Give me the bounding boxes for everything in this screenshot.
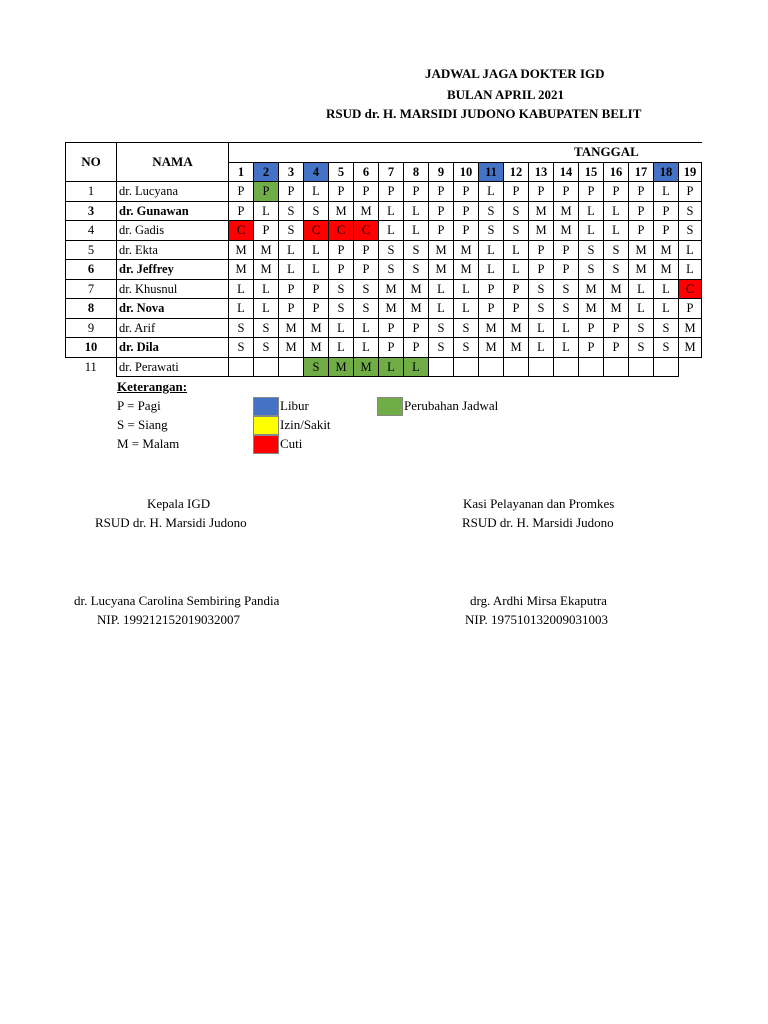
shift-cell: S (404, 260, 429, 280)
shift-cell: C (329, 221, 354, 241)
day-header: 13 (529, 162, 554, 182)
shift-cell: L (654, 182, 679, 202)
shift-cell (679, 357, 702, 377)
shift-cell: M (554, 221, 579, 241)
shift-cell: M (629, 260, 654, 280)
row-number: 3 (66, 201, 117, 221)
shift-cell: L (254, 279, 279, 299)
shift-cell: M (229, 240, 254, 260)
shift-cell: P (329, 240, 354, 260)
shift-cell: P (429, 201, 454, 221)
shift-cell: P (604, 182, 629, 202)
shift-cell: L (504, 240, 529, 260)
shift-cell: M (679, 338, 702, 358)
table-row (66, 338, 702, 358)
shift-cell: P (579, 338, 604, 358)
shift-cell: M (329, 357, 354, 377)
shift-cell: C (304, 221, 329, 241)
shift-cell: P (629, 201, 654, 221)
shift-cell: P (379, 318, 404, 338)
shift-cell: S (329, 279, 354, 299)
shift-cell: L (354, 318, 379, 338)
day-header: 16 (604, 162, 629, 182)
shift-cell: L (429, 279, 454, 299)
shift-cell: S (479, 201, 504, 221)
shift-cell: L (629, 279, 654, 299)
shift-cell: L (529, 318, 554, 338)
shift-cell: L (679, 240, 702, 260)
shift-cell: M (279, 318, 304, 338)
shift-cell: P (479, 279, 504, 299)
shift-cell: L (604, 221, 629, 241)
shift-cell: L (329, 338, 354, 358)
table-row (66, 279, 702, 299)
shift-cell: M (429, 260, 454, 280)
shift-cell: M (604, 279, 629, 299)
shift-cell: L (679, 260, 702, 280)
shift-cell: M (229, 260, 254, 280)
shift-cell: M (329, 201, 354, 221)
shift-cell: P (379, 182, 404, 202)
shift-cell: L (554, 318, 579, 338)
shift-cell: P (554, 182, 579, 202)
shift-cell: L (354, 338, 379, 358)
row-number: 8 (66, 299, 117, 319)
shift-cell (479, 357, 504, 377)
shift-cell: L (579, 221, 604, 241)
shift-cell (279, 357, 304, 377)
table-row (66, 357, 702, 377)
table-row (66, 318, 702, 338)
day-header: 17 (629, 162, 654, 182)
doctor-name: dr. Gadis (117, 221, 229, 241)
shift-cell: S (379, 240, 404, 260)
shift-cell: P (654, 201, 679, 221)
legend-heading: Keterangan: (117, 379, 188, 394)
shift-cell: M (479, 318, 504, 338)
table-row (66, 201, 702, 221)
doctor-name: dr. Nova (117, 299, 229, 319)
shift-cell: L (404, 201, 429, 221)
shift-cell: M (529, 201, 554, 221)
shift-cell: L (554, 338, 579, 358)
shift-cell: S (304, 357, 329, 377)
shift-cell: P (629, 182, 654, 202)
shift-cell: P (379, 338, 404, 358)
shift-cell: P (404, 182, 429, 202)
shift-cell: P (279, 279, 304, 299)
shift-cell: S (354, 299, 379, 319)
shift-cell: L (254, 299, 279, 319)
shift-cell: S (554, 279, 579, 299)
day-header: 7 (379, 162, 404, 182)
shift-cell: L (479, 240, 504, 260)
shift-cell: P (504, 299, 529, 319)
shift-cell: M (404, 299, 429, 319)
left-signatory-nip: NIP. 199212152019032007 (97, 612, 241, 627)
shift-cell: L (304, 182, 329, 202)
shift-cell: S (679, 201, 702, 221)
shift-cell: P (354, 260, 379, 280)
row-number: 6 (66, 260, 117, 280)
shift-cell (504, 357, 529, 377)
shift-cell: S (529, 299, 554, 319)
doctor-name: dr. Gunawan (117, 201, 229, 221)
shift-cell: M (304, 338, 329, 358)
legend-libur-label: Libur (280, 398, 309, 413)
shift-cell (229, 357, 254, 377)
header-nama: NAMA (117, 143, 229, 182)
shift-cell: L (529, 338, 554, 358)
shift-cell: P (329, 260, 354, 280)
shift-cell: S (579, 260, 604, 280)
table-row (66, 182, 702, 202)
shift-cell (454, 357, 479, 377)
day-header: 2 (254, 162, 279, 182)
duty-schedule-table (65, 142, 702, 377)
shift-cell: S (654, 318, 679, 338)
shift-cell: S (504, 201, 529, 221)
shift-cell: P (354, 240, 379, 260)
shift-cell: L (379, 357, 404, 377)
shift-cell: L (404, 221, 429, 241)
right-signatory-org: RSUD dr. H. Marsidi Judono (462, 515, 614, 530)
shift-cell: L (279, 240, 304, 260)
shift-cell: M (404, 279, 429, 299)
shift-cell: C (229, 221, 254, 241)
shift-cell: L (629, 299, 654, 319)
shift-cell: S (604, 240, 629, 260)
shift-cell: P (504, 279, 529, 299)
left-signatory-name: dr. Lucyana Carolina Sembiring Pandia (74, 593, 280, 608)
day-header: 6 (354, 162, 379, 182)
day-header: 18 (654, 162, 679, 182)
shift-cell: M (554, 201, 579, 221)
table-row (66, 260, 702, 280)
row-number: 4 (66, 221, 117, 241)
shift-cell: S (629, 318, 654, 338)
shift-cell: L (604, 201, 629, 221)
shift-cell: P (229, 201, 254, 221)
row-number: 9 (66, 318, 117, 338)
shift-cell: P (454, 221, 479, 241)
shift-cell: P (604, 338, 629, 358)
shift-cell: L (479, 182, 504, 202)
shift-cell: S (279, 221, 304, 241)
shift-cell: P (279, 299, 304, 319)
shift-cell: S (429, 338, 454, 358)
left-signatory-org: RSUD dr. H. Marsidi Judono (95, 515, 247, 530)
day-header: 8 (404, 162, 429, 182)
shift-cell: L (579, 201, 604, 221)
shift-cell: S (404, 240, 429, 260)
day-header: 3 (279, 162, 304, 182)
shift-cell: L (379, 201, 404, 221)
shift-cell: S (354, 279, 379, 299)
legend-code-pagi: P = Pagi (117, 398, 161, 413)
shift-cell: L (254, 201, 279, 221)
shift-cell: P (254, 221, 279, 241)
table-row (66, 299, 702, 319)
shift-cell: P (254, 182, 279, 202)
shift-cell: P (554, 260, 579, 280)
shift-cell: S (579, 240, 604, 260)
shift-cell: M (604, 299, 629, 319)
shift-cell: M (479, 338, 504, 358)
shift-cell: S (554, 299, 579, 319)
shift-cell: L (454, 299, 479, 319)
header-no: NO (66, 143, 117, 182)
shift-cell: S (254, 318, 279, 338)
shift-cell: P (679, 299, 702, 319)
shift-cell: S (479, 221, 504, 241)
day-header: 12 (504, 162, 529, 182)
doctor-name: dr. Lucyana (117, 182, 229, 202)
shift-cell (529, 357, 554, 377)
shift-cell (654, 357, 679, 377)
shift-cell: M (279, 338, 304, 358)
shift-cell: M (254, 240, 279, 260)
shift-cell: P (429, 221, 454, 241)
shift-cell: L (304, 240, 329, 260)
shift-cell: M (654, 260, 679, 280)
shift-cell: S (379, 260, 404, 280)
doctor-name: dr. Arif (117, 318, 229, 338)
day-header: 4 (304, 162, 329, 182)
shift-cell: P (304, 279, 329, 299)
day-header: 9 (429, 162, 454, 182)
shift-cell: S (629, 338, 654, 358)
shift-cell: L (479, 260, 504, 280)
cuti-swatch (253, 435, 279, 454)
shift-cell (554, 357, 579, 377)
shift-cell: P (354, 182, 379, 202)
day-header: 15 (579, 162, 604, 182)
shift-cell: M (579, 279, 604, 299)
row-number: 7 (66, 279, 117, 299)
shift-cell: P (404, 318, 429, 338)
shift-cell: S (279, 201, 304, 221)
doctor-name: dr. Khusnul (117, 279, 229, 299)
shift-cell: P (529, 240, 554, 260)
doctor-name: dr. Ekta (117, 240, 229, 260)
shift-cell: M (629, 240, 654, 260)
doctor-name: dr. Dila (117, 338, 229, 358)
shift-cell: L (229, 279, 254, 299)
shift-cell: P (279, 182, 304, 202)
shift-cell: L (279, 260, 304, 280)
tanggal-header: TANGGAL (574, 144, 639, 159)
shift-cell: M (429, 240, 454, 260)
perubahan-swatch (377, 397, 403, 416)
right-signatory-name: drg. Ardhi Mirsa Ekaputra (470, 593, 607, 608)
shift-cell: S (679, 221, 702, 241)
shift-cell: S (304, 201, 329, 221)
shift-cell: P (579, 318, 604, 338)
shift-cell: M (579, 299, 604, 319)
shift-cell: S (329, 299, 354, 319)
shift-cell: M (529, 221, 554, 241)
shift-cell: M (254, 260, 279, 280)
shift-cell: S (654, 338, 679, 358)
shift-cell: M (379, 279, 404, 299)
shift-cell: L (404, 357, 429, 377)
legend-izin-label: Izin/Sakit (280, 417, 331, 432)
legend-cuti-label: Cuti (280, 436, 303, 451)
day-header: 1 (229, 162, 254, 182)
row-number: 1 (66, 182, 117, 202)
shift-cell: S (429, 318, 454, 338)
shift-cell (604, 357, 629, 377)
shift-cell: P (229, 182, 254, 202)
shift-cell (579, 357, 604, 377)
shift-cell: M (504, 318, 529, 338)
shift-cell: L (304, 260, 329, 280)
left-signatory-title: Kepala IGD (147, 496, 211, 511)
shift-cell: P (529, 260, 554, 280)
shift-cell: C (354, 221, 379, 241)
shift-cell (629, 357, 654, 377)
shift-cell: M (304, 318, 329, 338)
day-header: 19 (679, 162, 702, 182)
shift-cell: L (504, 260, 529, 280)
legend-perubahan-label: Perubahan Jadwal (404, 398, 499, 413)
table-row (66, 221, 702, 241)
shift-cell: L (429, 299, 454, 319)
right-signatory-nip: NIP. 197510132009031003 (465, 612, 609, 627)
shift-cell: P (554, 240, 579, 260)
shift-cell: P (679, 182, 702, 202)
shift-cell: P (604, 318, 629, 338)
row-number: 10 (66, 338, 117, 358)
shift-cell: C (679, 279, 702, 299)
shift-cell: P (429, 182, 454, 202)
shift-cell: M (679, 318, 702, 338)
row-number: 11 (66, 357, 117, 377)
shift-cell: P (404, 338, 429, 358)
shift-cell: P (329, 182, 354, 202)
day-header: 5 (329, 162, 354, 182)
schedule-month: BULAN APRIL 2021 (447, 87, 565, 102)
shift-cell: S (229, 338, 254, 358)
shift-cell: P (454, 201, 479, 221)
izin-swatch (253, 416, 279, 435)
shift-cell: S (454, 338, 479, 358)
shift-cell: L (379, 221, 404, 241)
day-header: 11 (479, 162, 504, 182)
shift-cell: L (654, 279, 679, 299)
schedule-title: JADWAL JAGA DOKTER IGD (425, 66, 605, 81)
hospital-name: RSUD dr. H. MARSIDI JUDONO KABUPATEN BELIT (326, 106, 642, 121)
shift-cell: P (579, 182, 604, 202)
shift-cell: P (504, 182, 529, 202)
day-header: 10 (454, 162, 479, 182)
shift-cell: M (354, 357, 379, 377)
shift-cell: L (329, 318, 354, 338)
table-row (66, 240, 702, 260)
shift-cell: L (654, 299, 679, 319)
shift-cell: P (629, 221, 654, 241)
day-header: 14 (554, 162, 579, 182)
shift-cell: S (229, 318, 254, 338)
shift-cell (429, 357, 454, 377)
shift-cell: P (479, 299, 504, 319)
shift-cell: P (304, 299, 329, 319)
doctor-name: dr. Jeffrey (117, 260, 229, 280)
shift-cell: M (504, 338, 529, 358)
row-number: 5 (66, 240, 117, 260)
shift-cell: S (254, 338, 279, 358)
shift-cell: S (604, 260, 629, 280)
right-signatory-title: Kasi Pelayanan dan Promkes (463, 496, 615, 511)
shift-cell: M (654, 240, 679, 260)
libur-swatch (253, 397, 279, 416)
shift-cell: P (529, 182, 554, 202)
shift-cell: M (379, 299, 404, 319)
doctor-name: dr. Perawati (117, 357, 229, 377)
shift-cell: M (354, 201, 379, 221)
shift-cell: P (654, 221, 679, 241)
shift-cell: S (529, 279, 554, 299)
shift-cell: L (229, 299, 254, 319)
shift-cell: S (504, 221, 529, 241)
shift-cell: M (454, 240, 479, 260)
shift-cell: P (454, 182, 479, 202)
shift-cell (254, 357, 279, 377)
shift-cell: S (454, 318, 479, 338)
legend-code-malam: M = Malam (117, 436, 180, 451)
shift-cell: L (454, 279, 479, 299)
shift-cell: M (454, 260, 479, 280)
legend-code-siang: S = Siang (117, 417, 168, 432)
